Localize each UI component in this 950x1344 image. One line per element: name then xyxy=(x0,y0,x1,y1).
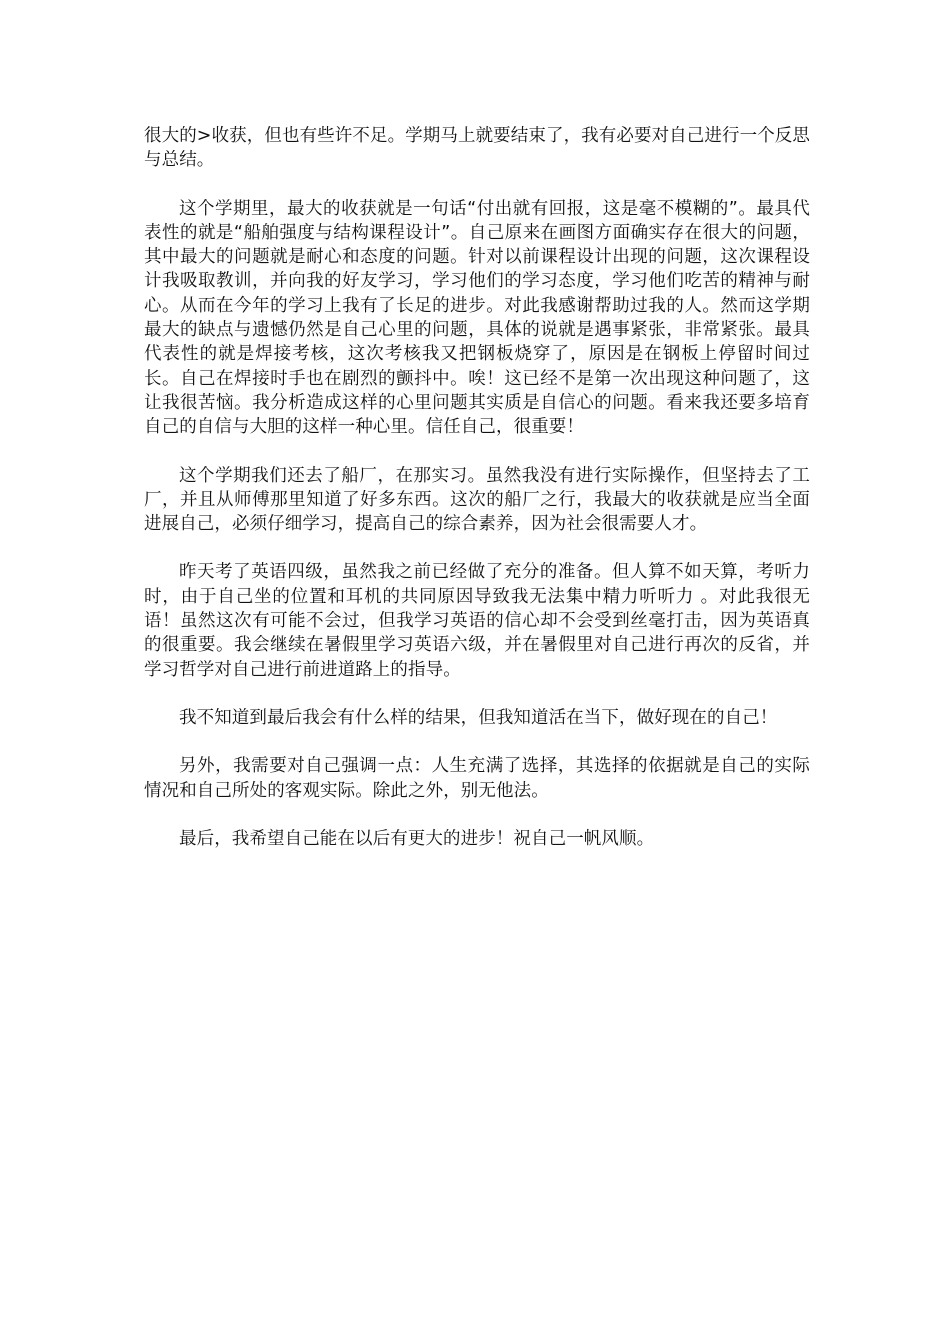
document-body xyxy=(144,124,810,851)
paragraph-gains: 这个学期里，最大的收获就是一句话“付出就有回报，这是毫不模糊的”。最具代表性的就是“船舶强度与结构课程设计”。自己原来在画图方面确实存在很大的问题，其中最大的问题就是耐心和态度的问题。针对以前课程设计出现的问题，这次课程设计我吸取教训，并向我的好友学习，学习他们的学习态度，学习他们吃苦的精神与耐心。从而在今年的学习上我有了长足的进步。对此我感谢帮助过我的人。然而这学期最大的缺点与遗憾仍然是自己心里的问题，具体的说就是遇事紧张，非常紧张。最具代表性的就是焊接考核，这次考核我又把钢板烧穿了，原因是在钢板上停留时间过长。自己在焊接时手也在剧烈的颤抖中。唉！这已经不是第一次出现这种问题了，这让我很苦恼。我分析造成这样的心里问题其实质是自信心的问题。看来我还要多培育自己的自信与大胆的这样一种心里。信任自己，很重要！ xyxy=(144,198,810,438)
paragraph-present: 我不知道到最后我会有什么样的结果，但我知道活在当下，做好现在的自己！ xyxy=(179,707,778,728)
paragraph-choices: 另外，我需要对自己强调一点：人生充满了选择，其选择的依据就是自己的实际情况和自己所处的客观实际。除此之外，别无他法。 xyxy=(144,756,810,801)
paragraph-intro: 很大的>收获，但也有些许不足。学期马上就要结束了，我有必要对自己进行一个反思与总结。 xyxy=(144,126,810,171)
paragraph-closing: 最后，我希望自己能在以后有更大的进步！祝自己一帆风顺。 xyxy=(179,828,655,849)
paragraph-shipyard: 这个学期我们还去了船厂，在那实习。虽然我没有进行实际操作，但坚持去了工厂，并且从师傅那里知道了好多东西。这次的船厂之行，我最大的收获就是应当全面进展自己，必须仔细学习，提高自己的综合素养，因为社会很需要人才。 xyxy=(144,465,810,535)
paragraph-english-exam: 昨天考了英语四级，虽然我之前已经做了充分的准备。但人算不如天算，考听力时，由于自己坐的位置和耳机的共同原因导致我无法集中精力听听力 。对此我很无语！虽然这次有可能不会过，但我学习英语的信心却不会受到丝毫打击，因为英语真的很重要。我会继续在暑假里学习英语六级，并在暑假里对自己进行再次的反省，并学习哲学对自己进行前进道路上的指导。 xyxy=(144,562,810,680)
